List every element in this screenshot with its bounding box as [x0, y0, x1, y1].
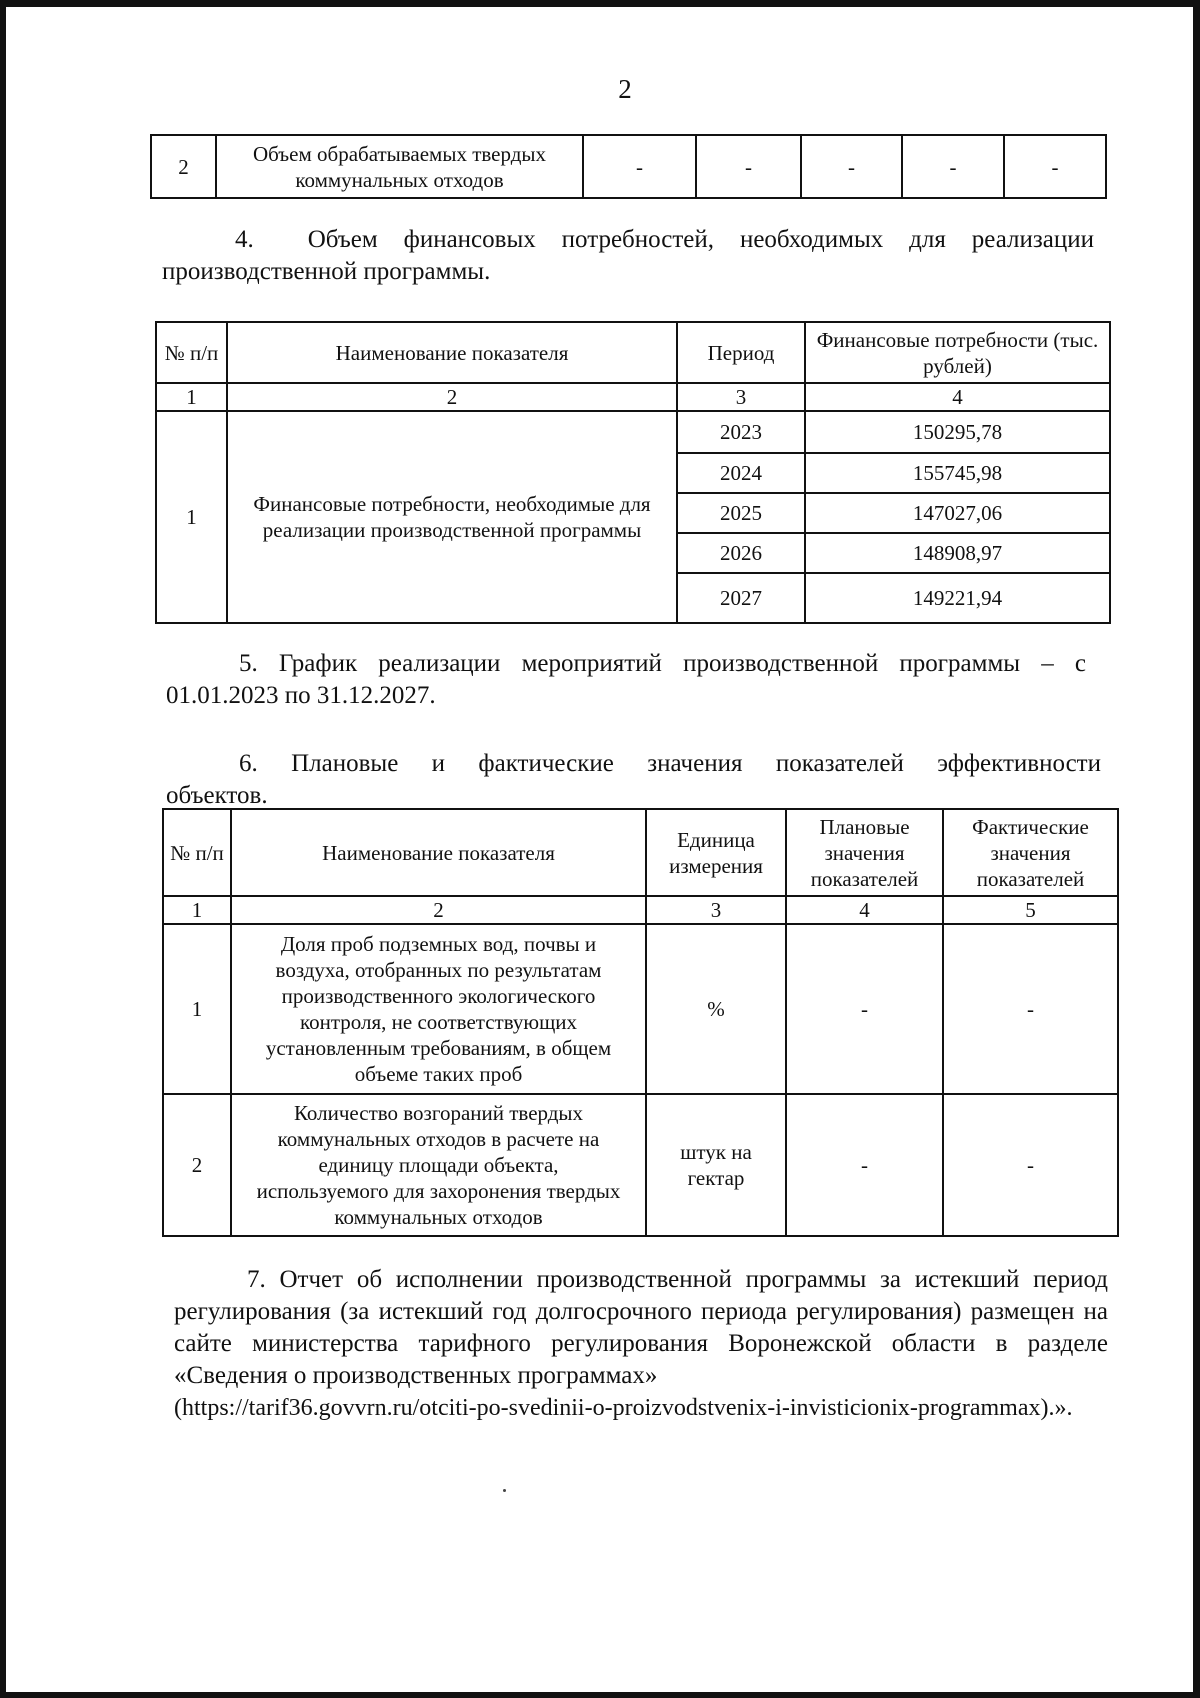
header-cell: Единица измерения [646, 809, 786, 896]
header-cell: Период [677, 322, 805, 383]
section-4-text: Объем финансовых потребностей, необходимых для реализации производственной программы. [162, 226, 1094, 285]
table-row [151, 135, 1106, 198]
value-cell: - [902, 135, 1004, 198]
section-7-paragraph [174, 1264, 1108, 1424]
row-number: 2 [163, 1094, 231, 1236]
finance-amount: 155745,98 [805, 453, 1110, 493]
period-year: 2023 [677, 411, 805, 453]
period-year: 2024 [677, 453, 805, 493]
table-row [163, 1094, 1118, 1236]
value-cell: - [801, 135, 902, 198]
finance-table [155, 321, 1111, 624]
header-cell: Наименование показателя [227, 322, 677, 383]
indicator-name: Объем обрабатываемых твердых коммунальных отходов [216, 135, 583, 198]
column-number: 2 [227, 383, 677, 411]
column-number: 2 [231, 896, 646, 924]
period-year: 2026 [677, 533, 805, 573]
period-year: 2025 [677, 493, 805, 533]
plan-value: - [786, 924, 943, 1094]
column-number: 1 [156, 383, 227, 411]
plan-value: - [786, 1094, 943, 1236]
header-row [156, 322, 1110, 383]
value-cell: - [696, 135, 801, 198]
column-number: 4 [786, 896, 943, 924]
column-number: 5 [943, 896, 1118, 924]
finance-amount: 148908,97 [805, 533, 1110, 573]
header-cell: Фактические значения показателей [943, 809, 1118, 896]
column-number-row [163, 896, 1118, 924]
indicator-name: Количество возгораний твердых коммунальных отходов в расчете на единицу площади объекта, используемого для захоронения твердых коммунальных отходов [231, 1094, 646, 1236]
unit-cell: штук на гектар [646, 1094, 786, 1236]
table-row [156, 411, 1110, 453]
header-cell: Наименование показателя [231, 809, 646, 896]
finance-amount: 149221,94 [805, 573, 1110, 623]
fact-value: - [943, 1094, 1118, 1236]
table-row [163, 924, 1118, 1094]
header-cell: № п/п [163, 809, 231, 896]
column-number: 3 [646, 896, 786, 924]
section-7-url: (https://tarif36.govvrn.ru/otciti-po-svedinii-o-proizvodstvenix-i-invisticionix-programmax).». [174, 1395, 1073, 1421]
period-year: 2027 [677, 573, 805, 623]
row-number: 1 [156, 411, 227, 623]
unit-cell: % [646, 924, 786, 1094]
volume-table [150, 134, 1107, 199]
section-6-paragraph: 6. Плановые и фактические значения показателей эффективности объектов. [166, 750, 1101, 809]
section-4-number: 4. [235, 226, 254, 253]
row-number: 1 [163, 924, 231, 1094]
header-cell: Плановые значения показателей [786, 809, 943, 896]
value-cell: - [583, 135, 696, 198]
section-5-paragraph: 5. График реализации мероприятий производственной программы – с 01.01.2023 по 31.12.2027. [166, 650, 1086, 709]
value-cell: - [1004, 135, 1106, 198]
column-number: 4 [805, 383, 1110, 411]
header-row [163, 809, 1118, 896]
section-7-text: 7. Отчет об исполнении производственной программы за истекший период регулирования (за истекший год долгосрочного периода регулирования) размещен на сайте министерства тарифного регулирования Воронежской области в разделе «Сведения о производственных программах» [174, 1266, 1108, 1389]
indicator-name: Доля проб подземных вод, почвы и воздуха, отобранных по результатам производственного экологического контроля, не соответствующих установленным требованиям, в общем объеме таких проб [231, 924, 646, 1094]
fact-value: - [943, 924, 1118, 1094]
page-number: 2 [618, 74, 632, 104]
header-cell: Финансовые потребности (тыс. рублей) [805, 322, 1110, 383]
efficiency-table [162, 808, 1119, 1237]
section-4-paragraph [162, 224, 1094, 288]
finance-amount: 147027,06 [805, 493, 1110, 533]
finance-amount: 150295,78 [805, 411, 1110, 453]
header-cell: № п/п [156, 322, 227, 383]
column-number: 1 [163, 896, 231, 924]
column-number: 3 [677, 383, 805, 411]
column-number-row [156, 383, 1110, 411]
row-number: 2 [151, 135, 216, 198]
scan-speck [503, 1489, 506, 1492]
indicator-name: Финансовые потребности, необходимые для реализации производственной программы [227, 411, 677, 623]
